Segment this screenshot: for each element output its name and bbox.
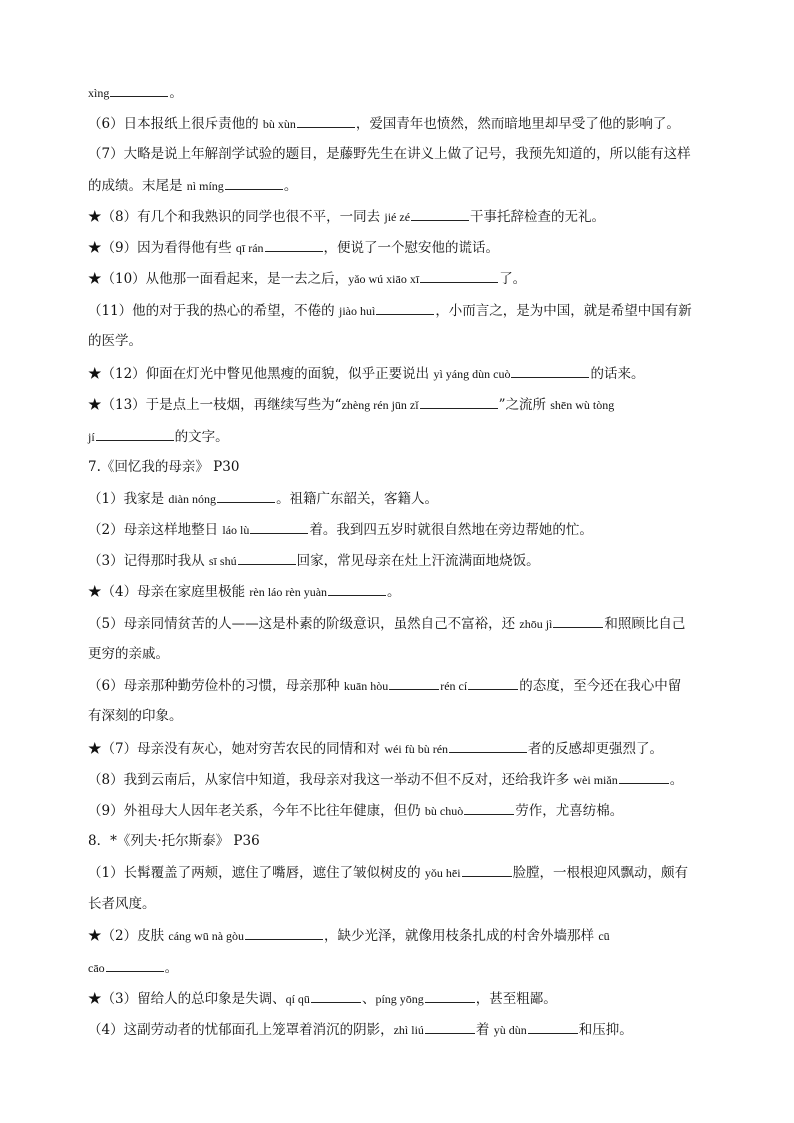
answer-blank[interactable] [553, 613, 603, 628]
pinyin: píng yōng [375, 992, 424, 1006]
heading-text: 8．*《列夫·托尔斯泰》 P36 [88, 833, 260, 849]
pinyin: rén cí [440, 679, 468, 693]
text: （6）日本报纸上很斥责他的 [88, 116, 263, 132]
answer-blank[interactable] [311, 988, 361, 1003]
text: 长者风度。 [88, 896, 156, 912]
answer-blank[interactable] [238, 550, 296, 565]
text: ★（7）母亲没有灰心，她对穷苦农民的同情和对 [88, 741, 385, 757]
text: （9）外祖母大人因年老关系，今年不比往年健康，但仍 [88, 803, 425, 819]
answer-blank[interactable] [619, 769, 669, 784]
pinyin: yì yáng dùn cuò [433, 367, 511, 381]
pinyin: shēn wù tòng [550, 398, 615, 412]
answer-blank[interactable] [217, 488, 275, 503]
text-line [88, 988, 708, 1009]
text-line [88, 925, 708, 946]
answer-blank[interactable] [376, 300, 434, 315]
text: 干事托辞检查的无礼。 [470, 209, 606, 225]
text: （4）这副劳动者的忧郁面孔上笼罩着消沉的阴影， [88, 1022, 394, 1038]
pinyin: wéi fù bù rén [384, 742, 449, 756]
text: （2）母亲这样地整日 [88, 522, 223, 538]
text: ★（12）仰面在灯光中瞥见他黑瘦的面貌，似乎正要说出 [88, 366, 434, 382]
text-line [88, 82, 708, 103]
text: （7）大略是说上年解剖学试验的题目，是藤野先生在讲义上做了记号，我预先知道的，所以能有这样 [88, 146, 691, 162]
text-line [88, 113, 708, 134]
text: ★（4）母亲在家庭里极能 [88, 584, 250, 600]
pinyin: xìng [88, 86, 110, 100]
text-line [88, 613, 708, 634]
text-line [88, 300, 708, 321]
text: （5）母亲同情贫苦的人——这是朴素的阶级意识，虽然自己不富裕，还 [88, 616, 520, 632]
text-line [88, 144, 708, 164]
text: 。 [669, 772, 684, 788]
text: 有深刻的印象。 [88, 708, 183, 724]
text: ★（2）皮肤 [88, 928, 169, 944]
answer-blank[interactable] [511, 363, 589, 378]
pinyin: jiào huì [338, 304, 376, 318]
answer-blank[interactable] [464, 800, 514, 815]
answer-blank[interactable] [420, 394, 498, 409]
pinyin: nì míng [186, 179, 224, 193]
answer-blank[interactable] [462, 862, 512, 877]
text-line [88, 519, 708, 540]
answer-blank[interactable] [106, 957, 164, 972]
text: ★（9）因为看得他有些 [88, 240, 236, 256]
text-line [88, 675, 708, 696]
text: 着 [475, 1022, 494, 1038]
text: 、 [361, 991, 376, 1007]
answer-blank[interactable] [468, 675, 518, 690]
answer-blank[interactable] [425, 1019, 475, 1034]
text-line [88, 769, 708, 790]
text-line [88, 894, 708, 914]
text: （11）他的对于我的热心的希望，不倦的 [88, 303, 339, 319]
answer-blank[interactable] [411, 206, 469, 221]
answer-blank[interactable] [250, 519, 308, 534]
pinyin: zhì liú [393, 1023, 424, 1037]
text: ★（10）从他那一面看起来，是一去之后， [88, 271, 349, 287]
text: ”之流所 [498, 397, 551, 413]
text: （6）母亲那种勤劳俭朴的习惯，母亲那种 [88, 678, 344, 694]
answer-blank[interactable] [225, 175, 283, 190]
text-line [88, 550, 708, 571]
section-heading [88, 831, 708, 851]
text-line [88, 175, 708, 196]
text: ，小而言之，是为中国，就是希望中国有新 [435, 303, 692, 319]
text: 。 [283, 178, 298, 194]
text-line [88, 644, 708, 664]
pinyin: qī rán [235, 241, 264, 255]
text-line [88, 957, 708, 978]
text: 的态度，至今还在我心中留 [519, 678, 682, 694]
text: 。 [169, 85, 183, 101]
pinyin: cū [598, 929, 610, 943]
text-line [88, 426, 708, 447]
pinyin: zhèng rén jūn zǐ [341, 398, 419, 412]
text-line [88, 206, 708, 227]
text-line [88, 268, 708, 289]
text-line [88, 394, 708, 415]
text: ★（8）有几个和我熟识的同学也很不平，一同去 [88, 209, 385, 225]
answer-blank[interactable] [110, 82, 168, 97]
text: （8）我到云南后，从家信中知道，我母亲对我这一举动不但不反对，还给我许多 [88, 772, 574, 788]
pinyin: zhōu jì [519, 617, 553, 631]
text-line [88, 1019, 708, 1040]
text-line [88, 738, 708, 759]
text: ★（3）留给人的总印象是失调、 [88, 991, 286, 1007]
text: 的医学。 [88, 333, 142, 349]
pinyin: láo lù [222, 523, 250, 537]
answer-blank[interactable] [265, 237, 323, 252]
text: 的成绩。末尾是 [88, 178, 187, 194]
section-heading [88, 457, 708, 477]
text: ，缺少光泽，就像用枝条扎成的村舍外墙那样 [324, 928, 599, 944]
text-line [88, 488, 708, 509]
text: 。 [164, 960, 179, 976]
text-line [88, 706, 708, 726]
heading-text: 7.《回忆我的母亲》 P30 [88, 459, 240, 475]
pinyin: sī shú [208, 554, 237, 568]
pinyin: bù xùn [262, 117, 296, 131]
answer-blank[interactable] [297, 113, 355, 128]
text: （1）我家是 [88, 491, 169, 507]
pinyin: bù chuò [424, 804, 464, 818]
pinyin: yù dùn [493, 1023, 527, 1037]
text-line [88, 862, 708, 883]
text: 劳作，尤喜纺棉。 [515, 803, 624, 819]
text: ，便说了一个慰安他的谎话。 [323, 240, 500, 256]
text: 的文字。 [174, 429, 229, 445]
text: 了。 [499, 271, 527, 287]
pinyin: yǎo wú xiāo xī [348, 272, 420, 286]
pinyin: cāo [88, 961, 105, 975]
text: 者的反感却更强烈了。 [528, 741, 664, 757]
text: 着。我到四五岁时就很自然地在旁边帮她的忙。 [309, 522, 593, 538]
text: 和压抑。 [578, 1022, 633, 1038]
pinyin: cáng wū nà gòu [168, 929, 245, 943]
answer-blank[interactable] [449, 738, 527, 753]
answer-blank[interactable] [245, 925, 323, 940]
answer-blank[interactable] [96, 426, 174, 441]
text-line [88, 581, 708, 602]
answer-blank[interactable] [420, 268, 498, 283]
text: 。祖籍广东韶关，客籍人。 [276, 491, 439, 507]
pinyin: jí [88, 430, 95, 444]
text: 和照顾比自己 [604, 616, 686, 632]
text: ★（13）于是点上一枝烟，再继续写些为“ [88, 397, 342, 413]
pinyin: qí qū [285, 992, 310, 1006]
text: ，爱国青年也愤然，然而暗地里却早受了他的影响了。 [355, 116, 680, 132]
pinyin: kuān hòu [343, 679, 389, 693]
text: 更穷的亲戚。 [88, 646, 169, 662]
answer-blank[interactable] [328, 581, 386, 596]
answer-blank[interactable] [528, 1019, 578, 1034]
text-line [88, 237, 708, 258]
text-line [88, 800, 708, 821]
pinyin: wèi miǎn [573, 773, 618, 787]
pinyin: jié zé [384, 210, 411, 224]
text-line [88, 363, 708, 384]
answer-blank[interactable] [425, 988, 475, 1003]
pinyin: diàn nóng [168, 492, 217, 506]
text: 回家，常见母亲在灶上汗流满面地烧饭。 [296, 553, 540, 569]
text: 。 [387, 584, 401, 600]
pinyin: yǒu hēi [424, 866, 461, 880]
text: ，甚至粗鄙。 [475, 991, 557, 1007]
text: 脸膛，一根根迎风飘动，颇有 [512, 865, 689, 881]
answer-blank[interactable] [389, 675, 439, 690]
text: （1）长髯覆盖了两颊，遮住了嘴唇，遮住了皱似树皮的 [88, 865, 425, 881]
text: 的话来。 [590, 366, 645, 382]
text-line [88, 331, 708, 351]
text: （3）记得那时我从 [88, 553, 209, 569]
pinyin: rèn láo rèn yuàn [249, 585, 328, 599]
